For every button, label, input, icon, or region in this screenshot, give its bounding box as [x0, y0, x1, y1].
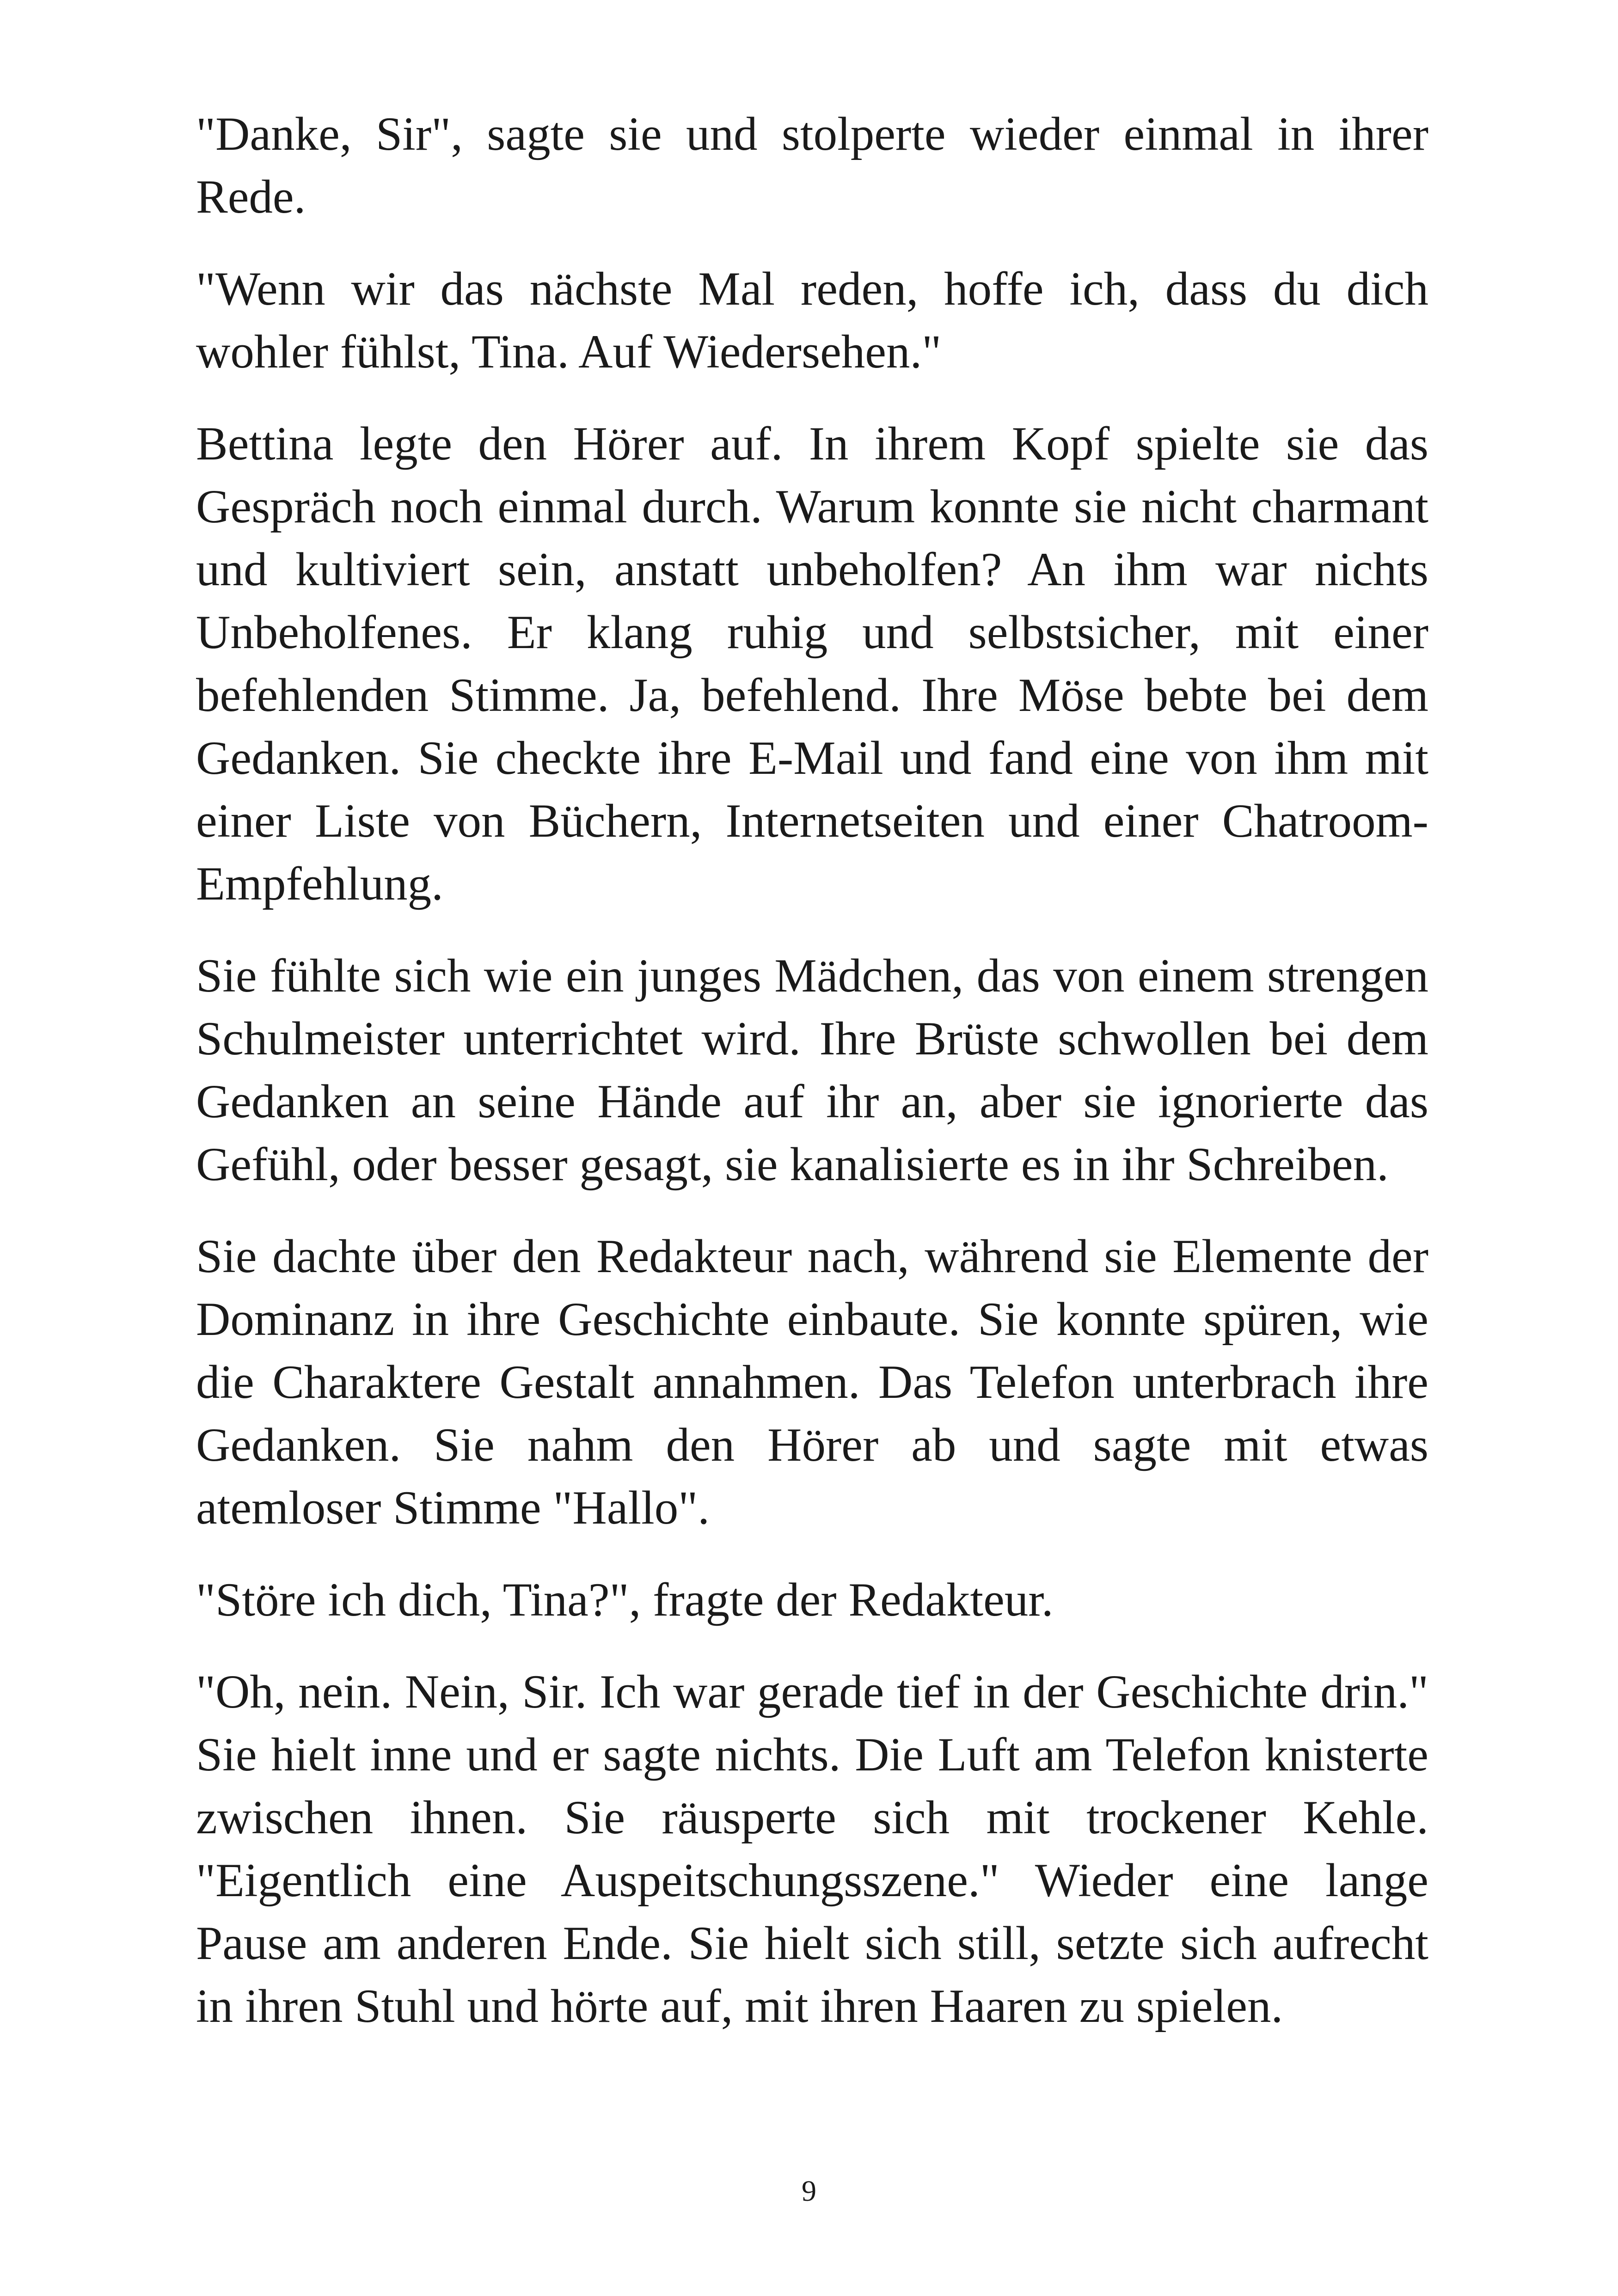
paragraph: "Oh, nein. Nein, Sir. Ich war gerade tief in der Geschichte drin." Sie hielt inne und er sagte nichts. Die Luft am Telefon knisterte zwischen ihnen. Sie räusperte sich mit trockener Kehle. "Eigentlich eine Auspeitschungsszene." Wieder eine lange Pause am anderen Ende. Sie hielt sich still, setzte sich aufrecht in ihren Stuhl und hörte auf, mit ihren Haaren zu spielen.: [196, 1665, 1428, 2033]
paragraph: "Störe ich dich, Tina?", fragte der Redakteur.: [196, 1574, 1054, 1626]
paragraph: Sie fühlte sich wie ein junges Mädchen, das von einem strengen Schulmeister unterrichtet wird. Ihre Brüste schwollen bei dem Gedanken an seine Hände auf ihr an, aber sie ignorierte das Gefühl, oder besser gesagt, sie kanalisierte es in ihr Schreiben.: [196, 949, 1428, 1191]
body-text: [196, 103, 1428, 2067]
page-number: 9: [802, 2174, 816, 2207]
paragraph: Bettina legte den Hörer auf. In ihrem Kopf spielte sie das Gespräch noch einmal durch. Warum konnte sie nicht charmant und kultiviert sein, anstatt unbeholfen? An ihm war nichts Unbeholfenes. Er klang ruhig und selbstsicher, mit einer befehlenden Stimme. Ja, befehlend. Ihre Möse bebte bei dem Gedanken. Sie checkte ihre E-Mail und fand eine von ihm mit einer Liste von Büchern, Internetseiten und einer Chatroom-Empfehlung.: [196, 417, 1428, 910]
paragraph: Sie dachte über den Redakteur nach, während sie Elemente der Dominanz in ihre Geschichte einbaute. Sie konnte spüren, wie die Charaktere Gestalt annahmen. Das Telefon unterbrach ihre Gedanken. Sie nahm den Hörer ab und sagte mit etwas atemloser Stimme "Hallo".: [196, 1230, 1428, 1534]
paragraph: "Wenn wir das nächste Mal reden, hoffe ich, dass du dich wohler fühlst, Tina. Auf Wiedersehen.": [196, 263, 1428, 378]
paragraph: "Danke, Sir", sagte sie und stolperte wieder einmal in ihrer Rede.: [196, 108, 1428, 223]
